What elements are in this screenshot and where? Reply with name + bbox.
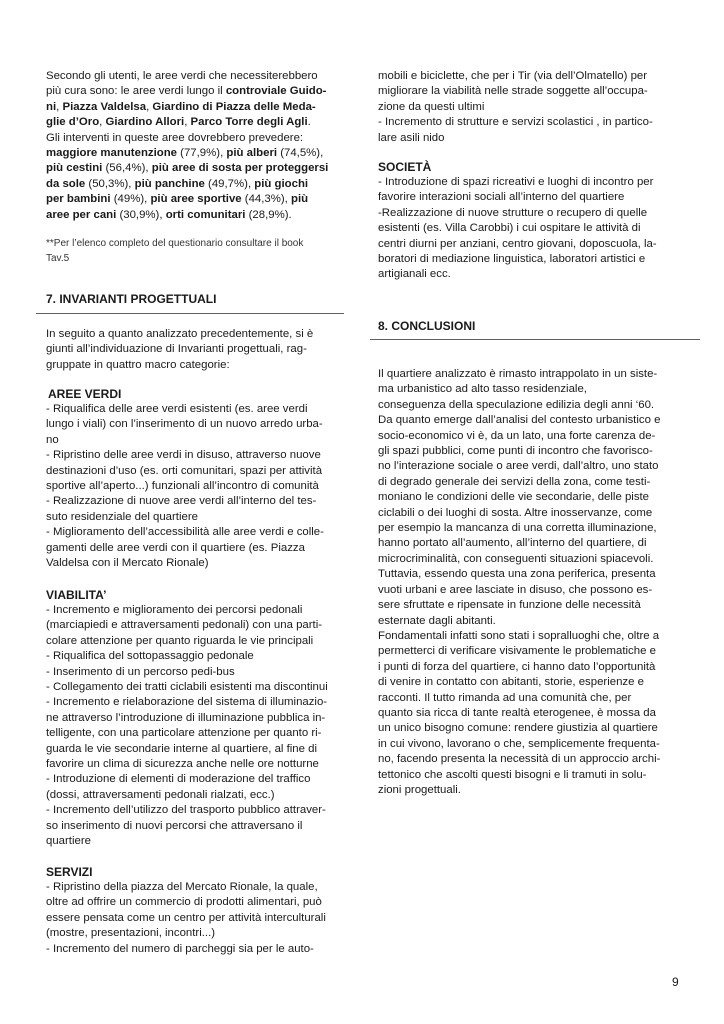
conclusioni-line: Da quanto emerge dall’analisi del contesto urbanistico e <box>378 414 661 427</box>
viabilita-line: - Inserimento di un percorso pedi-bus <box>46 665 235 678</box>
intro-line: ni, Piazza Valdelsa, Giardino di Piazza delle Meda- <box>46 100 316 113</box>
conclusioni-line: tettonico che ascolti questi bisogni e li tramuti in solu- <box>378 768 647 781</box>
intro-line: più cestini (56,4%), più aree di sosta per proteggersi <box>46 162 329 175</box>
conclusioni-line: ma urbanistico ad alto tasso residenziale, <box>378 383 587 396</box>
conclusioni-line: per esempio la mancanza di una corretta illuminazione, <box>378 522 657 535</box>
conclusioni-line: permetterci di verificare visivamente le problematiche e <box>378 645 656 658</box>
intro-paragraph <box>46 69 336 223</box>
intro-line: più cura sono: le aree verdi lungo il controviale Guido- <box>46 85 327 98</box>
viabilita-line: - Incremento dell’utilizzo del trasporto pubblico attraver- <box>46 804 326 817</box>
servizi-cont-line: mobili e biciclette, che per i Tir (via dell’Olmatello) per <box>378 70 648 82</box>
aree-verdi-title: AREE VERDI <box>48 387 122 401</box>
conclusioni-line: sere sfruttate e ripensate in funzione delle necessità <box>378 599 641 612</box>
viabilita-line: - Riqualifica del sottopassaggio pedonale <box>46 650 254 663</box>
viabilita-line: - Incremento e rielaborazione del sistema di illuminazio- <box>46 696 328 709</box>
societa-line: boratori di mediazione linguistica, laboratori artistici e <box>378 253 646 266</box>
societa-line: esistenti (es. Villa Carobbi) i cui ospitare le attività di <box>378 222 641 235</box>
viabilita-line: colare attenzione per quanto riguarda le vie principali <box>46 634 314 647</box>
intro-line: da sole (50,3%), più panchine (49,7%), più giochi <box>46 177 309 190</box>
aree-verdi-line: suto residenziale del quartiere <box>46 510 198 523</box>
conclusioni-line: Fondamentali infatti sono stati i sopralluoghi che, oltre a <box>378 629 660 642</box>
viabilita-line: (marciapiedi e attraversamenti pedonali) con una parti- <box>46 619 323 632</box>
societa-title: SOCIETÀ <box>378 160 432 174</box>
aree-verdi-line: no <box>46 433 59 446</box>
aree-verdi-line: Valdelsa con il Mercato Rionale) <box>46 557 209 570</box>
societa-line: artigianali ecc. <box>378 268 451 281</box>
intro-line: maggiore manutenzione (77,9%), più alberi (74,5%), <box>46 147 324 160</box>
conclusioni-line: racconti. Il tutto rimanda ad una comunità che, per <box>378 691 632 704</box>
section-7-intro-line: giunti all’individuazione di Invarianti progettuali, rag- <box>46 343 307 356</box>
viabilita-line: guarda le vie secondarie interne al quartiere, al fine di <box>46 742 318 755</box>
servizi-list <box>46 880 326 957</box>
section-7-intro-line: gruppate in quattro macro categorie: <box>46 358 230 371</box>
servizi-line: - Incremento del numero di parcheggi sia per le auto- <box>46 942 314 955</box>
conclusioni-line: socio-economico vi è, da un lato, una forte carenza de- <box>378 429 656 442</box>
viabilita-line: - Introduzione di elementi di moderazione del traffico <box>46 773 311 786</box>
viabilita-line: - Collegamento dei tratti ciclabili esistenti ma discontinui <box>46 681 328 694</box>
section-8-title: 8. CONCLUSIONI <box>378 319 476 333</box>
societa-line: - Introduzione di spazi ricreativi e luoghi di incontro per <box>378 176 654 188</box>
conclusioni-line: in cui vivono, lavorano o che, semplicemente frequenta- <box>378 737 660 750</box>
aree-verdi-line: - Realizzazione di nuove aree verdi all’interno del tes- <box>46 495 317 508</box>
conclusioni-line: Tuttavia, essendo questa una zona periferica, presenta <box>378 568 656 581</box>
section-8-rule <box>370 339 700 340</box>
servizi-cont-line: - Incremento di strutture e servizi scolastici , in partico- <box>378 116 653 129</box>
conclusioni-line: no l’interazione sociale o aree verdi, dall’altro, uno stato <box>378 460 659 473</box>
societa-line: -Realizzazione di nuove strutture o recupero di quelle <box>378 206 648 219</box>
conclusioni-line: zioni progettuali. <box>378 783 461 796</box>
aree-verdi-list <box>46 402 324 571</box>
footnote-line: **Per l’elenco completo del questionario consultare il book <box>46 238 304 249</box>
conclusioni-line: gli spazi pubblici, come punti di incontro che favorisco- <box>378 445 653 458</box>
viabilita-line: telligente, con una particolare attenzione per quanto ri- <box>46 727 322 740</box>
servizi-line: essere pensata come un centro per attività interculturali <box>46 911 326 924</box>
section-7-intro-line: In seguito a quanto analizzato precedentemente, si è <box>46 328 314 340</box>
conclusioni-line: hanno portato all’aumento, all’interno del quartiere, di <box>378 537 647 550</box>
intro-line: Secondo gli utenti, le aree verdi che necessiterebbero <box>46 70 318 82</box>
aree-verdi-line: gamenti delle aree verdi con il quartiere (es. Piazza <box>46 541 305 554</box>
conclusioni-line: ciclabili o dei luoghi di sosta. Altre inosservanze, come <box>378 506 653 519</box>
servizi-title: SERVIZI <box>46 865 93 879</box>
section-7-intro <box>46 327 313 373</box>
conclusioni-line: Il quartiere analizzato è rimasto intrappolato in un siste- <box>378 368 658 380</box>
societa-line: favorire interazioni sociali all’interno del quartiere <box>378 191 625 204</box>
conclusioni-line: vuoti urbani e aree lasciate in disuso, che possono es- <box>378 583 653 596</box>
intro-line: Gli interventi in queste aree dovrebbero prevedere: <box>46 131 304 144</box>
conclusioni-line: quanto sia ricca di tante realtà eterogenee, è mossa da <box>378 706 656 719</box>
servizi-cont-line: lare asili nido <box>378 131 445 144</box>
viabilita-line: ne attraverso l’introduzione di illuminazione pubblica in- <box>46 711 326 724</box>
conclusioni-line: un unico bisogno comune: rendere giustizia al quartiere <box>378 722 658 735</box>
conclusioni-paragraph <box>378 367 660 798</box>
aree-verdi-line: - Miglioramento dell’accessibilità alle aree verdi e colle- <box>46 526 324 539</box>
conclusioni-line: di venire in contatto con abitanti, storie, esperienze e <box>378 676 644 689</box>
footnote <box>46 236 303 266</box>
section-7-rule <box>36 313 344 314</box>
page-number: 9 <box>672 975 679 989</box>
viabilita-title: VIABILITA’ <box>46 588 107 602</box>
aree-verdi-line: sportive all’aperto...) funzionali all’incontro di comunità <box>46 480 319 493</box>
societa-list <box>378 175 657 283</box>
viabilita-list <box>46 603 328 850</box>
section-7-title: 7. INVARIANTI PROGETTUALI <box>46 292 217 306</box>
aree-verdi-line: - Riqualifica delle aree verdi esistenti (es. aree verdi <box>46 403 308 415</box>
aree-verdi-line: lungo i viali) con l’inserimento di un nuovo arredo urba- <box>46 418 323 431</box>
intro-line: aree per cani (30,9%), orti comunitari (28,9%). <box>46 208 292 221</box>
aree-verdi-line: destinazioni d’uso (es. orti comunitari, spazi per attività <box>46 464 323 477</box>
societa-line: centri diurni per anziani, centro giovani, doposcuola, la- <box>378 237 657 250</box>
footnote-line: Tav.5 <box>46 253 70 264</box>
viabilita-line: - Incremento e miglioramento dei percorsi pedonali <box>46 604 303 616</box>
conclusioni-line: conseguenza della speculazione edilizia degli anni ‘60. <box>378 398 655 411</box>
intro-line: glie d’Oro, Giardino Allori, Parco Torre degli Agli. <box>46 116 311 129</box>
conclusioni-line: moniano le condizioni delle vie secondarie, delle piste <box>378 491 650 504</box>
conclusioni-line: i punti di forza del quartiere, ci hanno dato l’opportunità <box>378 660 656 673</box>
conclusioni-line: microcriminalità, con conseguenti situazioni spiacevoli. <box>378 552 654 565</box>
servizi-cont-line: migliorare la viabilità nelle strade soggette all’occupa- <box>378 85 648 98</box>
intro-line: per bambini (49%), più aree sportive (44,3%), più <box>46 193 309 206</box>
aree-verdi-line: - Ripristino delle aree verdi in disuso, attraverso nuove <box>46 449 321 462</box>
viabilita-line: so inserimento di nuovi percorsi che attraversano il <box>46 819 303 832</box>
servizi-line: (mostre, presentazioni, incontri...) <box>46 927 216 940</box>
servizi-cont-line: zione da questi ultimi <box>378 100 485 113</box>
conclusioni-line: esternate dagli abitanti. <box>378 614 496 627</box>
servizi-line: - Ripristino della piazza del Mercato Rionale, la quale, <box>46 881 318 893</box>
servizi-line: oltre ad offrire un commercio di prodotti alimentari, può <box>46 896 322 909</box>
viabilita-line: (dossi, attraversamenti pedonali rialzati, ecc.) <box>46 788 275 801</box>
viabilita-line: quartiere <box>46 835 91 848</box>
servizi-continued <box>378 69 653 146</box>
conclusioni-line: no, facendo presenta la necessità di un approccio archi- <box>378 753 661 766</box>
viabilita-line: favorire un clima di sicurezza anche nelle ore notturne <box>46 758 319 771</box>
conclusioni-line: di degrado generale dei servizi della zona, come testi- <box>378 475 651 488</box>
